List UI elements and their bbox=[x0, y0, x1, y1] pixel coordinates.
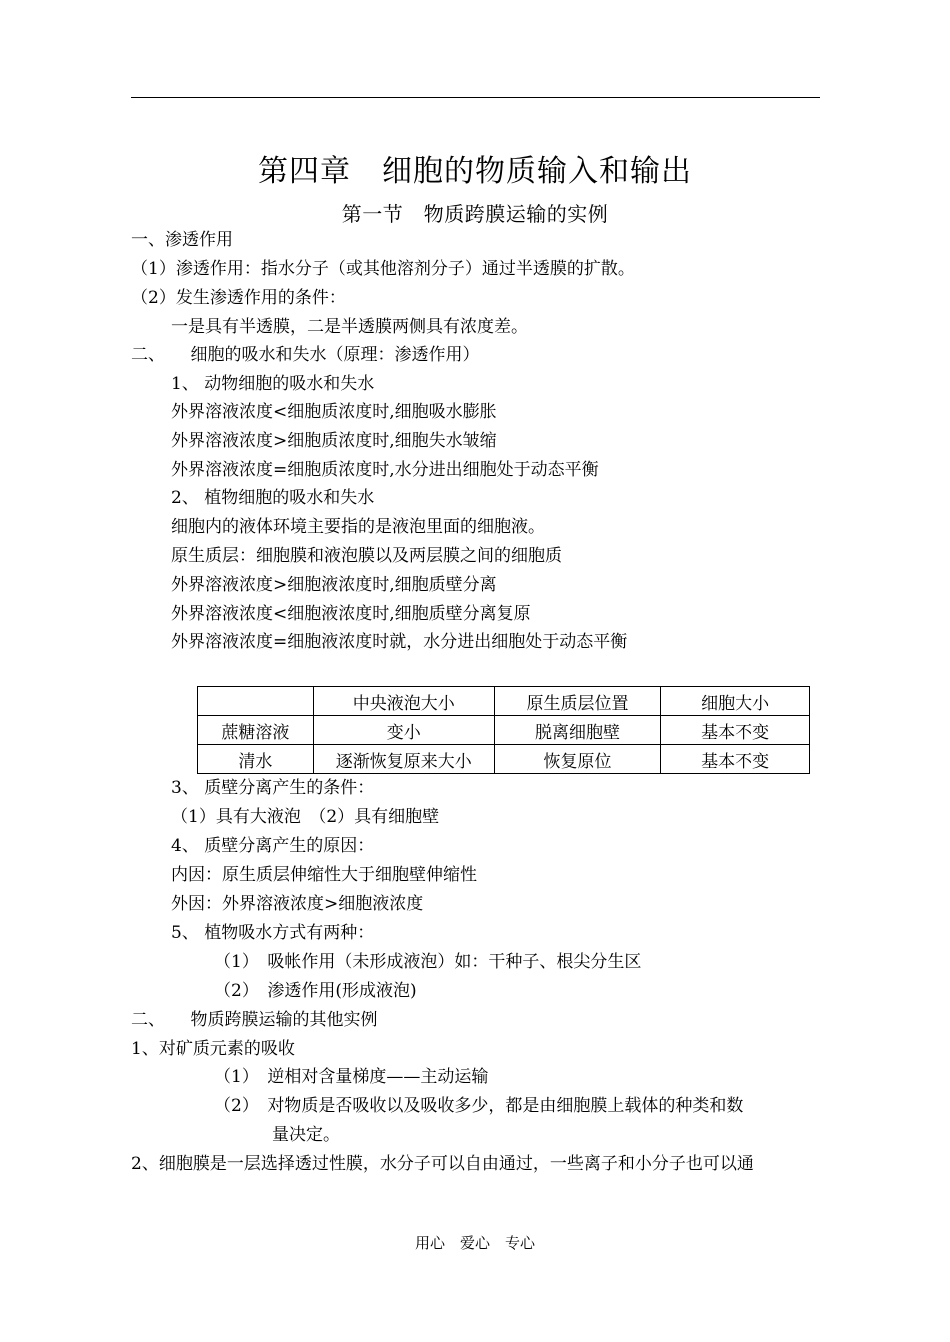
text-line: 外界溶液浓度<细胞液浓度时,细胞质壁分离复原 bbox=[171, 604, 531, 624]
text-line: （1） 逆相对含量梯度——主动运输 bbox=[214, 1067, 489, 1087]
text-line: 外界溶液浓度=细胞液浓度时就，水分进出细胞处于动态平衡 bbox=[171, 632, 628, 652]
section-title: 第一节 物质跨膜运输的实例 bbox=[341, 202, 609, 226]
text-line: 外界溶液浓度<细胞质浓度时,细胞吸水膨胀 bbox=[171, 402, 497, 422]
text-line: 2、细胞膜是一层选择透过性膜，水分子可以自由通过，一些离子和小分子也可以通 bbox=[131, 1154, 754, 1174]
text-line: （2） 对物质是否吸收以及吸收多少，都是由细胞膜上载体的种类和数 bbox=[214, 1096, 744, 1116]
text-line: 原生质层：细胞膜和液泡膜以及两层膜之间的细胞质 bbox=[171, 546, 562, 566]
table-header-row bbox=[198, 687, 810, 716]
subheading-animal-cell: 1、 动物细胞的吸水和失水 bbox=[171, 374, 375, 394]
text-line: 一是具有半透膜，二是半透膜两侧具有浓度差。 bbox=[171, 317, 528, 337]
heading-osmosis: 一、渗透作用 bbox=[131, 230, 233, 250]
table-header-cell: 中央液泡大小 bbox=[313, 687, 494, 716]
text-line: 外界溶液浓度>细胞质浓度时,细胞失水皱缩 bbox=[171, 431, 497, 451]
table-cell: 蔗糖溶液 bbox=[198, 716, 314, 745]
comparison-table bbox=[197, 686, 810, 774]
table-row bbox=[198, 716, 810, 745]
text-line: 外界溶液浓度>细胞液浓度时,细胞质壁分离 bbox=[171, 575, 497, 595]
text-line: 内因：原生质层伸缩性大于细胞壁伸缩性 bbox=[171, 865, 477, 885]
subheading-conditions: 3、 质壁分离产生的条件： bbox=[171, 778, 375, 798]
subheading-causes: 4、 质壁分离产生的原因： bbox=[171, 836, 375, 856]
text-line: （2） 渗透作用(形成液泡) bbox=[214, 981, 417, 1001]
table-cell: 基本不变 bbox=[661, 745, 810, 774]
table-header-cell bbox=[198, 687, 314, 716]
text-line: （1）渗透作用：指水分子（或其他溶剂分子）通过半透膜的扩散。 bbox=[131, 259, 635, 279]
subheading-plant-cell: 2、 植物细胞的吸水和失水 bbox=[171, 488, 375, 508]
text-line: （1） 吸帐作用（未形成液泡）如：干种子、根尖分生区 bbox=[214, 952, 642, 972]
text-line: 细胞内的液体环境主要指的是液泡里面的细胞液。 bbox=[171, 517, 545, 537]
text-line: 量决定。 bbox=[272, 1125, 340, 1145]
table-cell: 基本不变 bbox=[661, 716, 810, 745]
subheading-absorption-modes: 5、 植物吸水方式有两种： bbox=[171, 923, 375, 943]
header-rule bbox=[131, 97, 820, 98]
table-cell: 清水 bbox=[198, 745, 314, 774]
text-line: （1）具有大液泡 （2）具有细胞壁 bbox=[171, 807, 440, 827]
text-line: 外因：外界溶液浓度>细胞液浓度 bbox=[171, 894, 424, 914]
page-footer: 用心 爱心 专心 bbox=[414, 1234, 535, 1252]
table-header-cell: 细胞大小 bbox=[661, 687, 810, 716]
chapter-title: 第四章 细胞的物质输入和输出 bbox=[258, 154, 692, 189]
table-row bbox=[198, 745, 810, 774]
text-line: 外界溶液浓度=细胞质浓度时,水分进出细胞处于动态平衡 bbox=[171, 460, 599, 480]
heading-water-absorption: 二、 细胞的吸水和失水（原理：渗透作用） bbox=[131, 345, 480, 365]
table-header-cell: 原生质层位置 bbox=[494, 687, 661, 716]
table-cell: 变小 bbox=[313, 716, 494, 745]
subheading-mineral-absorption: 1、对矿质元素的吸收 bbox=[131, 1039, 295, 1059]
table-cell: 逐渐恢复原来大小 bbox=[313, 745, 494, 774]
table-cell: 脱离细胞壁 bbox=[494, 716, 661, 745]
text-line: （2）发生渗透作用的条件： bbox=[131, 288, 346, 308]
heading-other-examples: 二、 物质跨膜运输的其他实例 bbox=[131, 1010, 378, 1030]
table-cell: 恢复原位 bbox=[494, 745, 661, 774]
